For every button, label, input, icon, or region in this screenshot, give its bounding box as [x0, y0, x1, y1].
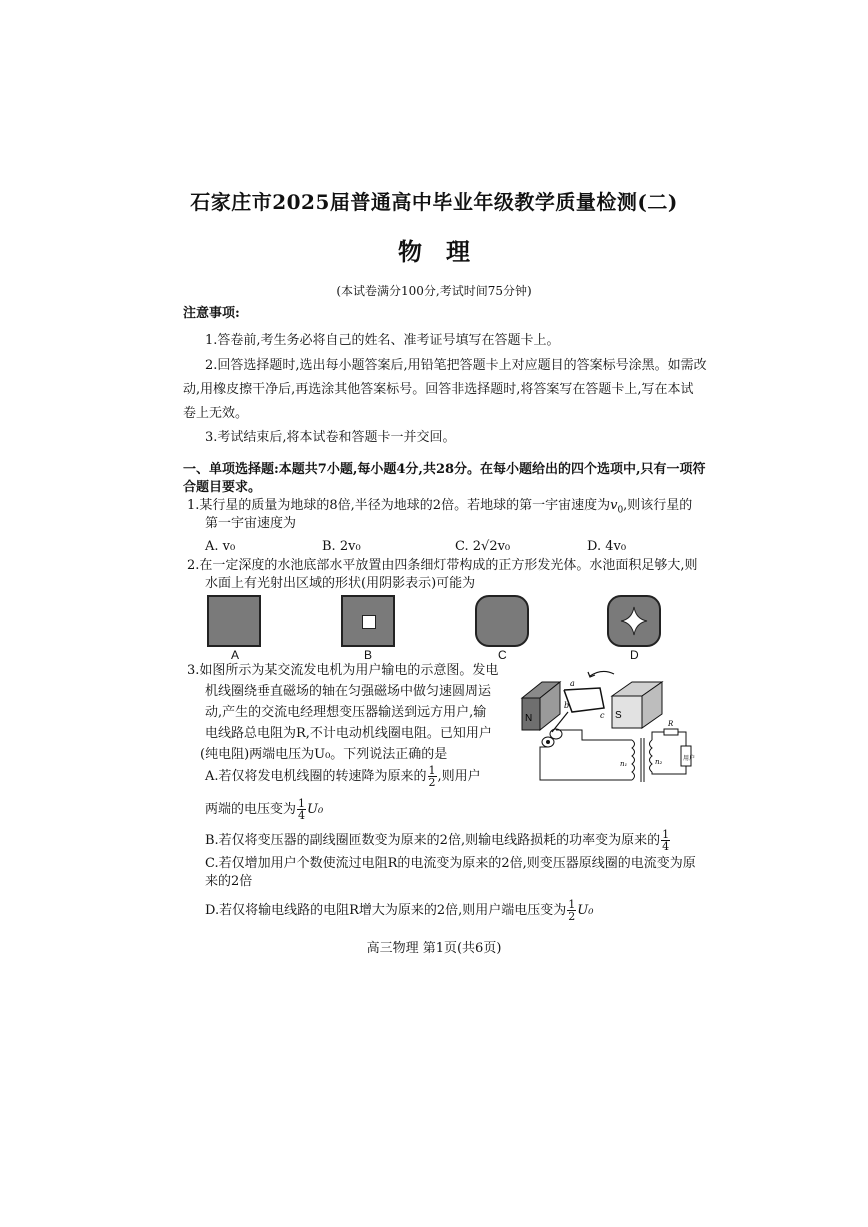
- q2-label-c: C: [498, 648, 507, 662]
- q2-shape-d-star: [609, 597, 659, 645]
- q2-shape-a: [207, 595, 261, 647]
- q3-generator-diagram: [512, 660, 696, 785]
- fraction-quarter-b: $\frac{1}{4}$: [662, 828, 670, 853]
- q3-option-c-line1: C.若仅增加用户个数使流过电阻R的电流变为原来的2倍,则变压器原线圈的电流变为原: [205, 856, 696, 871]
- q1-stem-line2: 第一宇宙速度为: [205, 516, 297, 531]
- section-heading-cont: 合题目要求。: [183, 480, 262, 495]
- svg-text:a: a: [570, 679, 575, 688]
- q2-label-d: D: [630, 648, 639, 662]
- fraction-quarter: $\frac{1}{4}$: [298, 797, 306, 822]
- q3-option-a-line1: A.若仅将发电机线圈的转速降为原来的 $\frac{1}{2}$ ,则用户: [205, 764, 481, 789]
- q3-option-d: D.若仅将输电线路的电阻R增大为原来的2倍,则用户端电压变为 $\frac{1}{2}$ U₀: [205, 898, 594, 923]
- q1-option-a: A. v₀: [205, 539, 236, 554]
- exam-title: 石家庄市2025届普通高中毕业年级教学质量检测(二): [190, 190, 678, 214]
- svg-text:用户: 用户: [683, 755, 696, 762]
- q2-label-a: A: [231, 648, 240, 662]
- fraction-half: $\frac{1}{2}$: [428, 764, 436, 789]
- exam-meta: (本试卷满分100分,考试时间75分钟): [336, 284, 532, 298]
- q3-stem-line5: (纯电阻)两端电压为U₀。下列说法正确的是: [200, 747, 448, 762]
- svg-text:R: R: [668, 720, 674, 728]
- q1-stem-text-b: ,则该行星的: [623, 498, 693, 513]
- q3-stem-line3: 动,产生的交流电经理想变压器输送到远方用户,输: [205, 705, 487, 720]
- note-item-2-cont2: 卷上无效。: [183, 406, 249, 421]
- page-footer: 高三物理 第1页(共6页): [366, 941, 502, 956]
- section-heading: 一、单项选择题:本题共7小题,每小题4分,共28分。在每小题给出的四个选项中,只有一项符: [183, 462, 706, 477]
- q3-stem-line4: 电线路总电阻为R,不计电动机线圈电阻。已知用户: [205, 726, 492, 741]
- q1-v0: v: [610, 498, 618, 513]
- q2-stem-line2: 水面上有光射出区域的形状(用阴影表示)可能为: [205, 576, 476, 591]
- note-item-1: 1.答卷前,考生务必将自己的姓名、准考证号填写在答题卡上。: [205, 333, 560, 348]
- svg-text:S: S: [615, 710, 622, 721]
- svg-text:n₂: n₂: [655, 758, 663, 766]
- q1-option-b: B. 2v₀: [322, 539, 361, 554]
- svg-text:c: c: [600, 711, 605, 720]
- note-item-2-cont: 动,用橡皮擦干净后,再选涂其他答案标号。回答非选择题时,将答案写在答题卡上,写在本试: [183, 382, 694, 397]
- q2-stem-line1: 2.在一定深度的水池底部水平放置由四条细灯带构成的正方形发光体。水池面积足够大,则: [187, 558, 698, 573]
- svg-text:n₁: n₁: [620, 760, 628, 768]
- q3-option-a-line2: 两端的电压变为 $\frac{1}{4}$ U₀: [205, 797, 324, 822]
- q1-v0-sub: 0: [617, 505, 624, 516]
- q3-stem-line2: 机线圈绕垂直磁场的轴在匀强磁场中做匀速圆周运: [205, 684, 492, 699]
- svg-text:N: N: [525, 713, 533, 724]
- q1-stem-text-a: 1.某行星的质量为地球的8倍,半径为地球的2倍。若地球的第一宇宙速度为: [187, 498, 611, 513]
- subject-title: 物理: [398, 237, 494, 266]
- fraction-half-d: $\frac{1}{2}$: [568, 898, 576, 923]
- q3-option-b: B.若仅将变压器的副线圈匝数变为原来的2倍,则输电线路损耗的功率变为原来的 $\frac{1}{4}$: [205, 828, 670, 853]
- q2-shape-b: [341, 595, 395, 647]
- svg-text:b: b: [564, 701, 570, 710]
- q3-option-c-line2: 来的2倍: [205, 874, 253, 889]
- q1-option-c: C. 2√2v₀: [455, 539, 511, 554]
- note-item-2: 2.回答选择题时,选出每小题答案后,用铅笔把答题卡上对应题目的答案标号涂黑。如需改: [205, 358, 707, 373]
- q2-shape-c: [475, 595, 529, 647]
- q2-shape-b-hole: [362, 615, 376, 629]
- notes-heading: 注意事项:: [183, 306, 240, 321]
- q2-label-b: B: [364, 648, 373, 662]
- q3-stem-line1: 3.如图所示为某交流发电机为用户输电的示意图。发电: [187, 663, 499, 678]
- q2-shape-d: [607, 595, 661, 647]
- note-item-3: 3.考试结束后,将本试卷和答题卡一并交回。: [205, 430, 456, 445]
- q1-option-d: D. 4v₀: [587, 539, 627, 554]
